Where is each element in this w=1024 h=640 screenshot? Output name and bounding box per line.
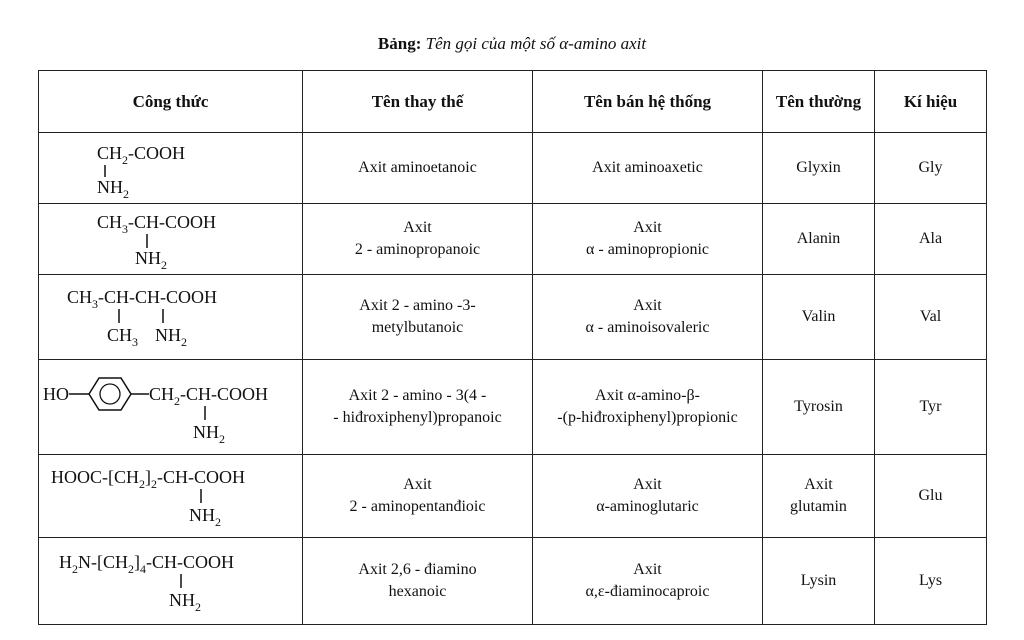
substitutive-name: Axit 2 - aminopentanđioic xyxy=(303,455,533,538)
common-name: Tyrosin xyxy=(763,360,875,455)
glutamic-acid-structure xyxy=(39,455,303,537)
table-header-row xyxy=(39,71,987,133)
semi-systematic-name: Axit aminoaxetic xyxy=(533,133,763,204)
semi-systematic-name: Axit α,ε-điaminocaproic xyxy=(533,538,763,625)
alanine-structure xyxy=(39,204,303,274)
substitutive-name: Axit 2,6 - điamino hexanoic xyxy=(303,538,533,625)
formula-branch-amino: $NH_2$ xyxy=(155,325,187,349)
symbol: Val xyxy=(875,275,987,360)
caption-title: Tên gọi của một số α-amino axit xyxy=(425,34,647,53)
common-name: Axit glutamin xyxy=(763,455,875,538)
header-formula: Công thức xyxy=(39,71,303,133)
formula-tyrosine xyxy=(39,360,303,455)
substitutive-name: Axit aminoetanoic xyxy=(303,133,533,204)
table-caption xyxy=(0,34,1024,54)
header-substitutive-name: Tên thay thế xyxy=(303,71,533,133)
formula-branch: $NH_2$ xyxy=(169,590,201,614)
substitutive-name: Axit 2 - amino - 3(4 - - hiđroxiphenyl)propanoic xyxy=(303,360,533,455)
formula-glutamic-acid xyxy=(39,455,303,538)
benzene-ring-icon xyxy=(89,378,131,410)
formula-branch: $NH_2$ xyxy=(135,248,167,272)
formula-branch: $NH_2$ xyxy=(193,422,225,446)
semi-systematic-name: Axit α-amino-β- -(p-hiđroxiphenyl)propionic xyxy=(533,360,763,455)
symbol: Lys xyxy=(875,538,987,625)
common-name: Lysin xyxy=(763,538,875,625)
formula-main: $CH_3-CH-CH$-COOH xyxy=(67,287,218,311)
tyrosine-structure xyxy=(39,360,303,454)
symbol: Gly xyxy=(875,133,987,204)
formula-main: $CH_2$-COOH xyxy=(97,143,186,167)
table-row xyxy=(39,204,987,275)
table-row xyxy=(39,455,987,538)
valine-structure xyxy=(39,275,303,359)
formula-lysine xyxy=(39,538,303,625)
table-row xyxy=(39,275,987,360)
table-row xyxy=(39,360,987,455)
formula-main: $CH_3-CH$-COOH xyxy=(97,212,217,236)
substitutive-name: Axit 2 - amino -3- metylbutanoic xyxy=(303,275,533,360)
formula-branch-methyl: $CH_3$ xyxy=(107,325,139,349)
symbol: Tyr xyxy=(875,360,987,455)
formula-prefix: HO xyxy=(43,384,69,404)
formula-branch: $NH_2$ xyxy=(97,177,129,201)
header-common-name: Tên thường xyxy=(763,71,875,133)
formula-glycine xyxy=(39,133,303,204)
substitutive-name: Axit 2 - aminopropanoic xyxy=(303,204,533,275)
common-name: Alanin xyxy=(763,204,875,275)
symbol: Ala xyxy=(875,204,987,275)
formula-branch: $NH_2$ xyxy=(189,505,221,529)
header-symbol: Kí hiệu xyxy=(875,71,987,133)
formula-valine xyxy=(39,275,303,360)
formula-main: $H_2N-[CH_2]_4-CH$-COOH xyxy=(59,552,234,576)
header-semi-systematic-name: Tên bán hệ thống xyxy=(533,71,763,133)
semi-systematic-name: Axit α-aminoglutaric xyxy=(533,455,763,538)
symbol: Glu xyxy=(875,455,987,538)
formula-main: HOOC-$[CH_2]_2-CH$-COOH xyxy=(51,467,245,491)
amino-acid-table xyxy=(38,70,987,625)
lysine-structure xyxy=(39,538,303,624)
table-row xyxy=(39,538,987,625)
semi-systematic-name: Axit α - aminopropionic xyxy=(533,204,763,275)
common-name: Valin xyxy=(763,275,875,360)
formula-alanine xyxy=(39,204,303,275)
caption-label: Bảng: xyxy=(377,34,422,53)
semi-systematic-name: Axit α - aminoisovaleric xyxy=(533,275,763,360)
glycine-structure xyxy=(39,133,303,203)
common-name: Glyxin xyxy=(763,133,875,204)
formula-main: $CH_2-CH$-COOH xyxy=(149,384,269,408)
table-row xyxy=(39,133,987,204)
